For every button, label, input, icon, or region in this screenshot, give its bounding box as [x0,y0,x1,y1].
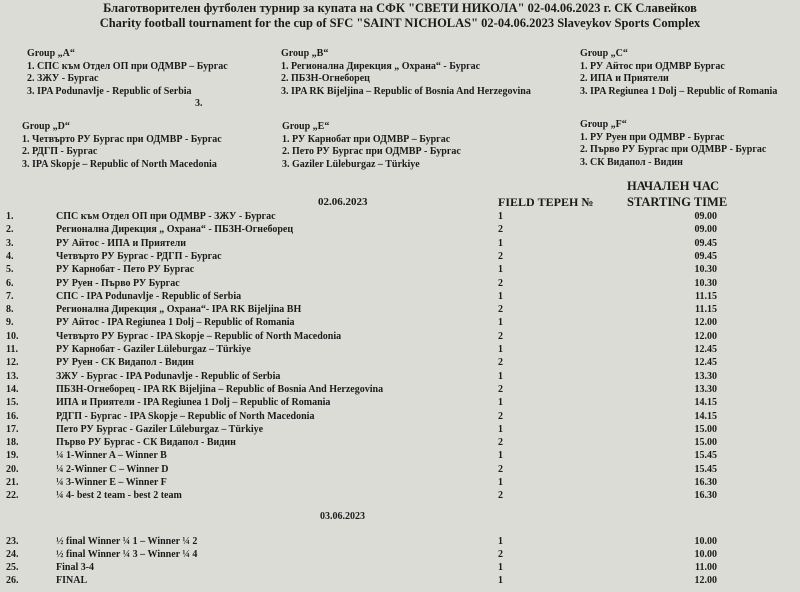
match-number: 15. [6,397,19,409]
match-time: 09.45 [694,237,717,249]
group-team: 3. IPA RK Bijeljina – Republic of Bosnia And Herzegovina [281,85,531,97]
match-teams: ½ final Winner ¼ 1 – Winner ¼ 2 [56,536,198,547]
match-time: 12.00 [694,575,717,586]
match-number: 1. [6,211,14,222]
match-row [0,238,800,250]
tournament-title-bg: Благотворителен футболен турнир за купата на СФК "СВЕТИ НИКОЛА" 02-04.06.2023 г. СК Славейков [103,1,697,15]
match-row [0,251,800,263]
match-teams: ¼ 3-Winner E – Winner F [56,477,167,488]
time-header-en: STARTING TIME [627,195,728,209]
match-field: 2 [498,277,503,289]
match-teams: Пето РУ Бургас - Gaziler Lüleburgaz – Türkiye [56,423,264,435]
match-teams: СПС - IPA Podunavlje - Republic of Serbia [56,290,242,302]
match-time: 14.15 [694,397,717,409]
match-field: 1 [498,450,503,462]
match-row [0,317,800,329]
match-time: 09.00 [694,224,717,236]
match-row [0,211,800,223]
match-time: 12.45 [694,357,717,369]
match-field: 1 [498,575,503,586]
match-row [0,224,800,236]
match-number: 21. [6,477,19,488]
match-number: 2. [6,224,14,236]
match-teams: ¼ 2-Winner C – Winner D [56,463,169,475]
match-time: 11.00 [695,562,717,573]
match-time: 09.45 [694,250,717,262]
match-row [0,437,800,449]
group-team: 1. РУ Руен при ОДМВР - Бургас [580,131,725,143]
match-time: 13.30 [694,370,717,382]
match-teams: Четвърто РУ Бургас - РДГП - Бургас [56,250,222,262]
match-row [0,424,800,436]
group-f [580,119,766,169]
match-row [0,536,800,548]
match-teams: РУ Айтос - IPA Regiunea 1 Dolj – Republic of Romania [56,317,295,329]
match-field: 1 [498,536,503,547]
match-teams: FINAL [56,575,88,586]
field-header: FIELD ТЕРЕН № [498,195,594,209]
match-row [0,291,800,303]
group-team: 3. IPA Podunavlje - Republic of Serbia [27,85,192,97]
match-number: 22. [6,490,19,502]
match-teams: РУ Айтос - ИПА и Приятели [56,237,187,249]
match-teams: СПС към Отдел ОП при ОДМВР - ЗЖУ - Бургас [56,211,276,222]
match-number: 9. [6,317,14,329]
match-number: 25. [6,562,19,573]
match-field: 1 [498,477,503,488]
match-teams: РУ Карнобат - Gaziler Lüleburgaz – Türkiye [56,344,251,355]
match-teams: ЗЖУ - Бургас - IPA Podunavlje - Republic of Serbia [56,370,281,382]
group-b [281,48,531,98]
day2-date: 03.06.2023 [320,511,365,522]
group-a [27,48,228,111]
match-number: 16. [6,410,19,422]
match-number: 24. [6,549,19,560]
match-row [0,490,800,502]
match-number: 8. [6,304,14,316]
group-team: 3. IPA Regiunea 1 Dolj – Republic of Romania [580,85,778,97]
group-team: 2. РДГП - Бургас [22,146,98,157]
match-number: 12. [6,357,19,369]
match-row [0,331,800,343]
match-row [0,384,800,396]
match-field: 1 [498,211,503,222]
match-time: 15.45 [694,463,717,475]
match-row [0,450,800,462]
match-teams: Final 3-4 [56,562,95,573]
group-team: 1. СПС към Отдел ОП при ОДМВР – Бургас [27,60,228,72]
match-time: 16.30 [694,477,717,488]
match-field: 2 [498,224,503,236]
match-row [0,397,800,409]
match-field: 2 [498,357,503,369]
match-time: 12.00 [694,317,717,329]
match-time: 10.30 [694,277,717,289]
match-teams: РУ Руен - СК Видапол - Видин [56,357,194,369]
match-row [0,477,800,489]
match-teams: Регионална Дирекция „ Охрана“- IPA RK Bijeljina BH [56,304,302,316]
match-field: 1 [498,562,503,573]
group-team: 1. РУ Карнобат при ОДМВР – Бургас [282,133,451,145]
match-number: 6. [6,277,14,289]
group-name: Group „B“ [281,48,329,59]
match-number: 13. [6,370,19,382]
match-field: 2 [498,250,503,262]
match-teams: Четвърто РУ Бургас - IPA Skopje – Republic of North Macedonia [56,330,342,342]
match-field: 2 [498,549,503,560]
match-number: 17. [6,423,19,435]
tournament-title-en: Charity football tournament for the cup of SFC "SAINT NICHOLAS" 02-04.06.2023 Slaveykov Sports Complex [99,16,701,30]
match-field: 1 [498,264,503,276]
match-row [0,344,800,356]
match-number: 14. [6,383,19,395]
match-number: 19. [6,450,19,462]
match-time: 10.30 [694,264,717,276]
group-team: 2. ЗЖУ - Бургас [27,73,99,84]
match-number: 11. [6,344,18,355]
group-team: 3. Gaziler Lüleburgaz – Türkiye [282,158,420,170]
match-time: 14.15 [694,410,717,422]
group-c [580,48,777,98]
match-time: 11.15 [695,290,717,302]
match-time: 10.00 [694,536,717,547]
group-team: 2. Пето РУ Бургас при ОДМВР - Бургас [282,146,461,157]
match-time: 12.00 [694,330,717,342]
group-name: Group „D“ [22,121,70,132]
match-teams: ИПА и Приятели - IPA Regiunea 1 Dolj – Republic of Romania [56,397,331,409]
match-time: 10.00 [694,549,717,560]
match-row [0,371,800,383]
group-team: 1. Регионална Дирекция „ Охрана“ - Бургас [281,60,481,72]
match-field: 1 [498,370,503,382]
match-row [0,278,800,290]
match-row [0,411,800,423]
match-number: 26. [6,575,19,586]
match-field: 1 [498,344,503,355]
match-teams: ½ final Winner ¼ 3 – Winner ¼ 4 [56,549,198,560]
match-field: 1 [498,397,503,409]
match-field: 1 [498,317,503,329]
match-field: 1 [498,290,503,302]
match-teams: РДГП - Бургас - IPA Skopje – Republic of North Macedonia [56,410,315,422]
match-number: 3. [6,237,14,249]
match-row [0,304,800,316]
match-teams: Първо РУ Бургас - СК Видапол - Видин [56,437,236,449]
match-teams: ¼ 4- best 2 team - best 2 team [56,490,182,502]
match-field: 2 [498,490,503,502]
match-time: 15.00 [694,423,717,435]
match-time: 15.00 [694,437,717,449]
match-field: 2 [498,410,503,422]
match-number: 4. [6,250,14,262]
match-row [0,357,800,369]
group-name: Group „F“ [580,119,627,130]
match-field: 2 [498,330,503,342]
day1-date: 02.06.2023 [318,196,368,208]
group-team: 3. СК Видапол - Видин [580,156,683,168]
match-row [0,575,800,587]
group-name: Group „A“ [27,48,75,59]
group-team: 2. Първо РУ Бургас при ОДМВР - Бургас [580,144,767,155]
match-teams: ¼ 1-Winner A – Winner B [56,450,167,462]
match-number: 23. [6,536,19,547]
group-name: Group „C“ [580,48,628,59]
match-time: 09.00 [694,211,717,222]
match-time: 12.45 [694,344,717,355]
match-field: 2 [498,304,503,316]
group-team: 3. [195,98,203,109]
match-number: 5. [6,264,14,276]
match-time: 15.45 [694,450,717,462]
group-team: 1. Четвърто РУ Бургас при ОДМВР - Бургас [22,133,222,145]
group-e [282,121,461,171]
match-field: 2 [498,383,503,395]
match-row [0,549,800,561]
match-time: 11.15 [695,304,717,316]
match-teams: РУ Карнобат - Пето РУ Бургас [56,264,195,276]
group-team: 3. IPA Skopje – Republic of North Macedonia [22,158,217,170]
match-number: 18. [6,437,19,449]
match-teams: РУ Руен - Първо РУ Бургас [56,277,180,289]
match-time: 16.30 [694,490,717,502]
match-number: 10. [6,330,19,342]
time-header-bg: НАЧАЛЕН ЧАС [627,179,720,193]
match-teams: Регионална Дирекция „ Охрана“ - ПБЗН-Огнеборец [56,224,294,236]
group-team: 1. РУ Айтос при ОДМВР Бургас [580,60,725,72]
group-team: 2. ПБЗН-Огнеборец [281,73,370,84]
group-d [22,121,222,171]
group-team: 2. ИПА и Приятели [580,73,669,84]
match-field: 1 [498,423,503,435]
match-field: 2 [498,437,503,449]
match-field: 2 [498,463,503,475]
match-row [0,264,800,276]
match-teams: ПБЗН-Огнеборец - IPA RK Bijeljina – Republic of Bosnia And Herzegovina [56,383,384,395]
match-number: 7. [6,290,14,302]
match-row [0,562,800,574]
match-row [0,464,800,476]
match-field: 1 [498,237,503,249]
match-number: 20. [6,463,19,475]
group-name: Group „E“ [282,121,330,132]
match-time: 13.30 [694,383,717,395]
